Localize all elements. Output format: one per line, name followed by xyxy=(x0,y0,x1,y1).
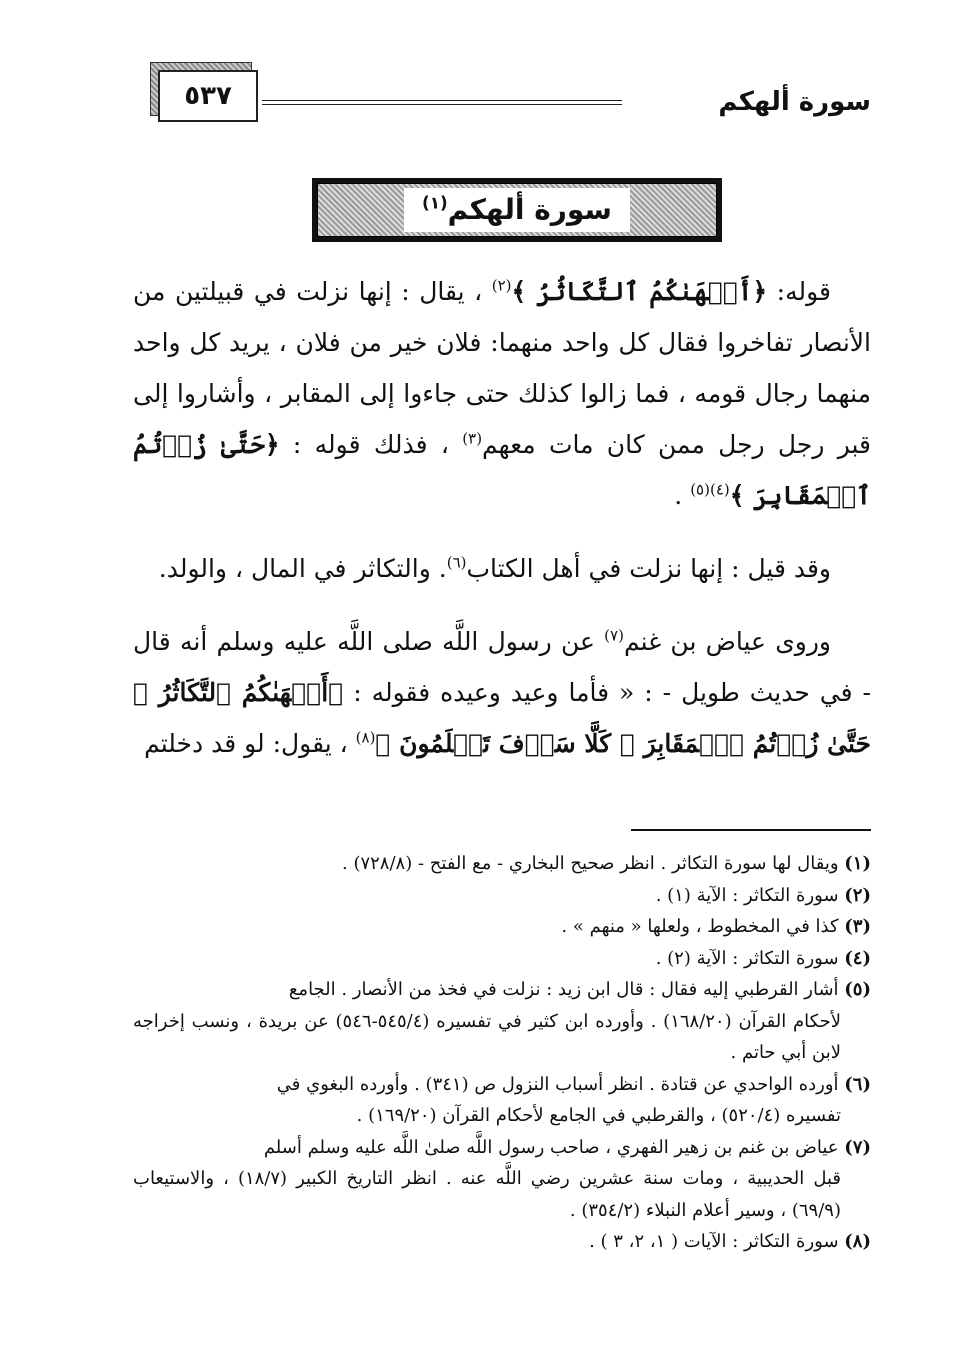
footnote-3 xyxy=(133,911,871,943)
header-rule xyxy=(262,100,622,105)
footnote-5 xyxy=(133,974,871,1069)
footnote-1 xyxy=(133,848,871,880)
paragraph-2 xyxy=(133,543,871,594)
footnote-text: عياض بن غنم بن زهير الفهري ، صاحب رسول اللَّه صلىٰ اللَّه عليه وسلم أسلم xyxy=(263,1136,845,1158)
page-number-box xyxy=(150,62,258,122)
footnote-number: (٧) xyxy=(844,1136,871,1158)
footnote-number: (١) xyxy=(844,853,871,874)
footnote-separator xyxy=(631,829,871,831)
surah-title-footnote-ref: (١) xyxy=(422,192,448,213)
footnotes xyxy=(133,848,871,1258)
footnote-number: (٢) xyxy=(844,884,871,906)
surah-title-frame xyxy=(312,178,722,242)
p3-quran-verses: ﴿أَلۡهَىٰكُمُ ٱلتَّكَاثُرُ ۞ حَتَّىٰ زُرۡتُمُ ٱلۡمَقَابِرَ ۞ كَلَّا سَوۡفَ تَعۡلَمُونَ ﴾ xyxy=(133,678,871,758)
p3-text-c: ، يقول: لو قد دخلتم xyxy=(144,729,356,758)
footnote-ref-7: (٧) xyxy=(604,626,624,645)
footnote-ref-4-5: (٤)(٥) xyxy=(690,480,730,499)
footnote-number: (٨) xyxy=(844,1231,871,1252)
surah-title-text: سورة ألهكم xyxy=(447,193,612,226)
footnote-continuation: تفسيره (٥٢٠/٤) ، والقرطبي في الجامع لأحكام القرآن (١٦٩/٢٠) . xyxy=(356,1105,841,1126)
p3-text-a: وروى عياض بن غنم xyxy=(623,627,831,656)
footnote-number: (٣) xyxy=(844,916,871,937)
p2-text-b: . والتكاثر في المال ، والولد. xyxy=(158,554,447,583)
footnote-6 xyxy=(133,1069,871,1132)
footnote-text: أورده الواحدي عن قتادة . انظر أسباب النزول ص (٣٤١) . وأورده البغوي في xyxy=(276,1073,845,1095)
running-header-title: سورة ألهكم xyxy=(718,87,871,117)
footnote-4 xyxy=(133,943,871,975)
paragraph-1 xyxy=(133,266,871,521)
footnote-ref-6: (٦) xyxy=(446,553,467,572)
p1-quran-verse-2: ﴿حَتَّىٰ زُرۡتُمُ ٱلۡمَقَابِرَ ﴾ xyxy=(133,430,871,510)
p3-text-b: عن رسول اللَّه صلى اللَّه عليه وسلم أنه قال - في حديث طويل - : « فأما وعيد وعيده فقوله : xyxy=(133,627,871,707)
paragraph-3 xyxy=(133,616,871,769)
footnote-text: سورة التكاثر : الآية (١) . xyxy=(655,884,845,906)
p1-quran-verse-1: ﴿أَلۡهَىٰكُمُ ٱلتَّكَاثُرُ ﴾ xyxy=(511,277,768,306)
footnote-2 xyxy=(133,880,871,912)
p1-text-d: . xyxy=(674,481,691,510)
footnote-ref-3: (٣) xyxy=(462,429,483,448)
footnote-number: (٥) xyxy=(844,979,871,1000)
footnote-number: (٦) xyxy=(844,1073,871,1095)
footnote-text: سورة التكاثر : الآيات ( ١، ٢، ٣ ) . xyxy=(589,1231,845,1252)
footnote-text: أشار القرطبي إليه فقال : قال ابن زيد : نزلت في فخذ من الأنصار . الجامع xyxy=(288,979,845,1000)
main-text xyxy=(133,266,871,791)
surah-title-pattern xyxy=(317,183,717,237)
footnote-number: (٤) xyxy=(844,947,871,969)
footnote-ref-8: (٨) xyxy=(355,728,376,747)
surah-title xyxy=(404,188,630,232)
p1-text-a: قوله: xyxy=(767,277,831,306)
footnote-text: ويقال لها سورة التكاثر . انظر صحيح البخاري - مع الفتح - (٧٢٨/٨) . xyxy=(342,853,845,874)
footnote-continuation: قبل الحديبية ، ومات سنة عشرين رضي اللَّه عنه . انظر التاريخ الكبير (١٨/٧) ، والاستيعاب (٦٩/٩) ، وسير أعلام النبلاء (٣٥٤/٢) . xyxy=(133,1168,841,1221)
footnote-text: كذا في المخطوط ، ولعلها « منهم » . xyxy=(561,916,845,937)
p1-text-c: ، فذلك قوله : xyxy=(279,430,463,459)
p2-text-a: وقد قيل : إنها نزلت في أهل الكتاب xyxy=(466,554,831,583)
footnote-text: سورة التكاثر : الآية (٢) . xyxy=(655,947,845,969)
p1-text-b: ، يقال : إنها نزلت في قبيلتين من الأنصار تفاخروا فقال كل واحد منهما: فلان خير من فلان ، يريد كل واحد منهما رجال قومه ، فما زالوا كذلك حتى جاءوا إلى المقابر ، وأشاروا إلى قبر رجل رجل ممن كان مات معهم xyxy=(133,277,871,459)
footnote-8 xyxy=(133,1226,871,1258)
footnote-7 xyxy=(133,1132,871,1227)
footnote-ref-2: (٢) xyxy=(491,276,512,295)
footnote-continuation: لأحكام القرآن (١٦٨/٢٠) . وأورده ابن كثير في تفسيره (٥٤٥/٤-٥٤٦) عن بريدة ، ونسب إخراجه لابن أبي حاتم . xyxy=(133,1010,841,1063)
page-number: ٥٣٧ xyxy=(158,70,258,122)
